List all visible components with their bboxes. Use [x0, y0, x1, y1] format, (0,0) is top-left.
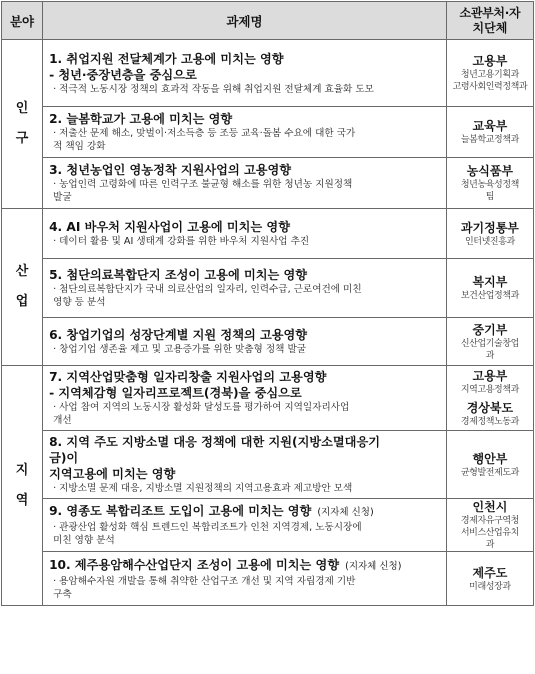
category-char: 인 [15, 101, 29, 116]
dept-cell [446, 40, 533, 107]
task-title [49, 450, 443, 466]
header-dept-line: 소관부처·자 [459, 5, 521, 20]
header-category: 분야 [2, 2, 43, 40]
table-row [2, 366, 534, 431]
task-description: · 관광산업 활성화 핵심 트렌드인 복합리조트가 인천 지역경제, 노동시장에 [53, 522, 362, 533]
task-cell [43, 40, 447, 107]
dept-division: 보건산업정책과 [460, 291, 519, 301]
dept-cell [446, 209, 533, 259]
dept-division: 미래성장과 [469, 581, 511, 592]
task-description: 영향 등 분석 [53, 297, 106, 308]
dept-division: 균형발전제도과 [460, 467, 519, 478]
task-cell [43, 499, 447, 552]
task-cell [43, 552, 447, 606]
task-title-text: 4. AI 바우처 지원사업이 고용에 미치는 영향 [49, 220, 290, 234]
task-description: · 저출산 문제 해소, 맞벌이·저소득층 등 조등 교육·돌봄 수요에 대한 국가 [53, 128, 356, 139]
header-dept-line: 치단체 [472, 20, 508, 35]
dept-division: 경제자유구역청 [460, 516, 519, 526]
task-cell [43, 318, 447, 366]
task-title [49, 67, 443, 83]
task-cell [43, 209, 447, 259]
task-description: 개선 [53, 415, 72, 426]
dept-cell [446, 259, 533, 318]
task-cell [43, 431, 447, 499]
task-cell [43, 366, 447, 431]
task-title-text: 9. 영종도 복합리조트 도입이 고용에 미치는 영향 [49, 504, 312, 518]
dept-division: 청년고용기획과 [460, 70, 519, 80]
task-title-text: 2. 늘봄학교가 고용에 미치는 영향 [49, 112, 233, 126]
task-description: · 창업기업 생존율 제고 및 고용증가를 위한 맞춤형 정책 발굴 [53, 344, 306, 355]
task-title-text: 5. 첨단의료복합단지 조성이 고용에 미치는 영향 [49, 268, 308, 282]
dept-division: 지역고용정책과 [460, 385, 519, 395]
header-dept [446, 2, 533, 40]
dept-division: 경제정책노동과 [460, 417, 519, 427]
task-description: · 첨단의료복합단지가 국내 의료산업의 일자리, 인력수급, 근로여건에 미친 [53, 284, 362, 295]
task-description: · 데이터 활용 및 AI 생태계 강화를 위한 바우처 지원사업 추진 [53, 236, 310, 247]
dept-cell [446, 499, 533, 552]
task-title [49, 111, 443, 127]
task-title-text: 금)이 [49, 451, 79, 465]
dept-name: 고용부 [472, 369, 508, 383]
dept-division: 인터넷진흥과 [465, 236, 515, 247]
table-row [2, 499, 534, 552]
category-char: 지 [15, 462, 29, 478]
dept-name: 과기정통부 [460, 220, 519, 235]
task-title [49, 385, 443, 401]
task-title [49, 466, 443, 482]
task-description: 적 책임 강화 [53, 141, 106, 152]
dept-name: 경상북도 [466, 401, 514, 415]
dept-cell [446, 552, 533, 606]
dept-name: 교육부 [472, 119, 508, 133]
dept-cell [446, 366, 533, 431]
task-title-text: 6. 창업기업의 성장단계별 지원 정책의 고용영향 [49, 328, 308, 342]
task-table [1, 1, 534, 606]
category-cell [2, 40, 43, 209]
category-cell [2, 209, 43, 366]
dept-name: 인천시 [472, 500, 508, 514]
task-title-text: 지역고용에 미치는 영향 [49, 467, 176, 481]
task-description: 발굴 [53, 192, 72, 203]
task-title [49, 557, 443, 575]
task-description: · 지방소멸 문제 대응, 지방소멸 지원정책의 지역고용효과 제고방안 모색 [53, 483, 353, 494]
dept-division: 서비스산업유치 [460, 528, 519, 538]
category-char: 산 [15, 264, 29, 279]
task-title-text: - 지역체감형 일자리프로젝트(경북)을 중심으로 [49, 386, 302, 400]
task-title-text: 3. 청년농업인 영농정착 지원사업의 고용영향 [49, 163, 292, 177]
task-title [49, 51, 443, 67]
category-cell [2, 366, 43, 606]
table-row [2, 209, 534, 259]
task-title [49, 434, 443, 450]
task-description: · 사업 참여 지역의 노동시장 활성화 달성도를 평가하여 지역일자리사업 [53, 402, 350, 413]
task-title-note: (지자체 신청) [317, 507, 374, 518]
table-row [2, 158, 534, 209]
dept-division: 과 [485, 540, 495, 550]
dept-name: 제주도 [472, 565, 508, 580]
category-char: 역 [15, 492, 29, 508]
task-title-text: 7. 지역산업맞춤형 일자리창출 지원사업의 고용영향 [49, 370, 327, 384]
task-title [49, 503, 443, 521]
task-description: 구축 [53, 588, 72, 600]
category-char: 구 [15, 131, 29, 146]
dept-division: 과 [485, 350, 495, 361]
category-char: 업 [15, 294, 29, 309]
task-title-text: - 청년·중장년층을 중심으로 [49, 67, 197, 82]
task-title [49, 162, 443, 178]
dept-cell [446, 107, 533, 158]
dept-cell [446, 158, 533, 209]
task-title [49, 327, 443, 343]
dept-name: 고용부 [472, 54, 508, 68]
dept-name: 복지부 [472, 275, 508, 289]
task-cell [43, 107, 447, 158]
dept-cell [446, 318, 533, 366]
task-title-text: 1. 취업지원 전달체계가 고용에 미치는 영향 [49, 51, 284, 66]
task-title-text: 10. 제주용암해수산업단지 조성이 고용에 미치는 영향 [49, 557, 340, 572]
header-title: 과제명 [43, 2, 447, 40]
task-title-note: (지자체 신청) [345, 560, 402, 572]
task-title [49, 267, 443, 283]
table-row [2, 552, 534, 606]
table-row [2, 259, 534, 318]
table-row [2, 318, 534, 366]
task-description: · 용암해수자원 개발을 통해 취약한 산업구조 개선 및 지역 자립경제 기반 [53, 575, 356, 587]
task-title [49, 369, 443, 385]
dept-name: 농식품부 [466, 164, 514, 178]
task-cell [43, 158, 447, 209]
task-description: · 적극적 노동시장 정책의 효과적 작동을 위해 취업지원 전달체계 효율화 도모 [53, 83, 374, 95]
task-description: 미친 영향 분석 [53, 535, 115, 546]
task-title [49, 219, 443, 235]
dept-division: 팀 [485, 192, 495, 202]
dept-division: 고령사회인력정책과 [452, 82, 528, 92]
dept-division: 신산업기술창업 [460, 338, 519, 349]
dept-name: 중기부 [472, 322, 508, 337]
task-title-text: 8. 지역 주도 지방소멸 대응 정책에 대한 지원(지방소멸대응기 [49, 435, 380, 449]
dept-name: 행안부 [472, 451, 508, 466]
table-header [2, 2, 534, 40]
table-row [2, 40, 534, 107]
task-cell [43, 259, 447, 318]
dept-division: 청년농육성정책 [460, 180, 519, 190]
task-description: · 농업인력 고령화에 따른 인력구조 불균형 해소를 위한 청년농 지원정책 [53, 179, 353, 190]
table-row [2, 431, 534, 499]
dept-cell [446, 431, 533, 499]
dept-division: 늘봄학교정책과 [460, 135, 519, 145]
table-row [2, 107, 534, 158]
